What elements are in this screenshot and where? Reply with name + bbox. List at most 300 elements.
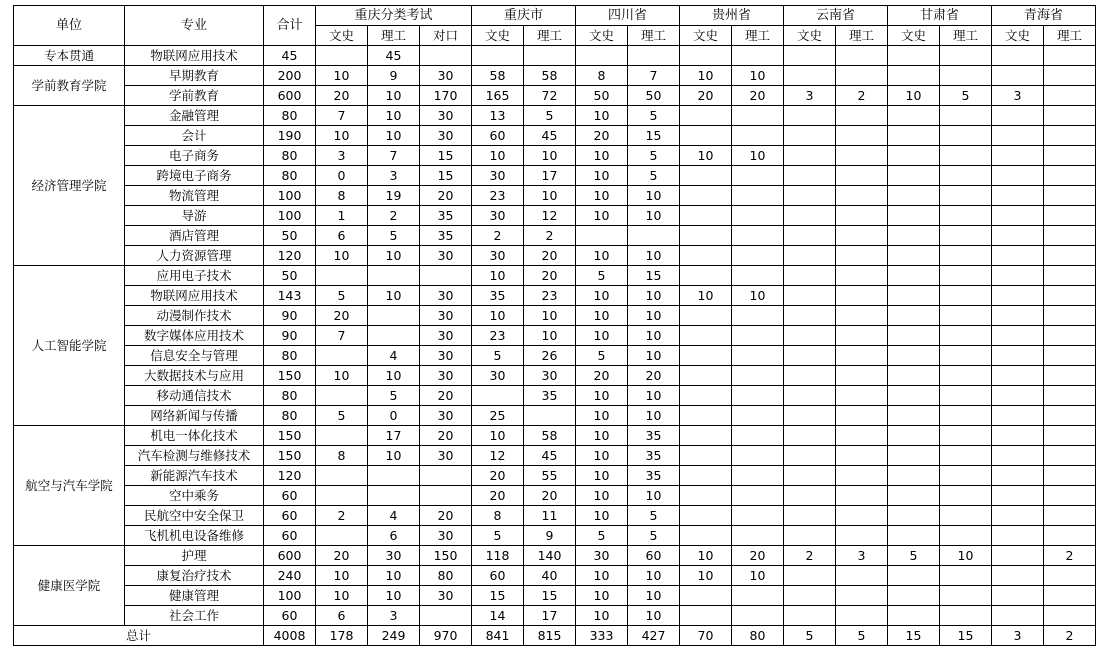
quota-cell [888,246,940,266]
major-cell: 机电一体化技术 [125,426,264,446]
quota-cell: 3 [836,546,888,566]
quota-cell: 10 [680,286,732,306]
quota-cell: 15 [420,166,472,186]
unit-cell: 人工智能学院 [14,266,125,426]
quota-cell: 30 [472,166,524,186]
quota-cell [836,586,888,606]
quota-cell: 30 [420,246,472,266]
quota-cell: 20 [420,386,472,406]
quota-cell: 45 [524,126,576,146]
quota-cell [836,366,888,386]
quota-cell [888,506,940,526]
quota-cell: 165 [472,86,524,106]
table-row [14,346,1096,366]
quota-cell [628,226,680,246]
quota-cell [680,246,732,266]
quota-cell [680,406,732,426]
quota-cell [836,386,888,406]
row-total-cell: 80 [264,406,316,426]
quota-cell: 15 [628,126,680,146]
quota-cell [316,266,368,286]
quota-cell: 30 [472,366,524,386]
header-group: 贵州省 [680,6,784,26]
quota-cell [992,526,1044,546]
quota-cell: 10 [472,426,524,446]
major-cell: 汽车检测与维修技术 [125,446,264,466]
quota-cell: 8 [472,506,524,526]
quota-cell [680,206,732,226]
quota-cell: 118 [472,546,524,566]
quota-cell [732,426,784,446]
quota-cell [836,346,888,366]
quota-cell: 20 [420,426,472,446]
quota-cell [836,566,888,586]
quota-cell [1044,466,1096,486]
quota-cell: 10 [628,606,680,626]
grand-total-cell: 2 [1044,626,1096,646]
quota-cell [732,486,784,506]
quota-cell: 10 [732,566,784,586]
quota-cell [940,406,992,426]
quota-cell: 20 [680,86,732,106]
quota-cell: 10 [628,586,680,606]
quota-cell: 10 [576,286,628,306]
quota-cell [888,306,940,326]
quota-cell: 30 [420,446,472,466]
quota-cell [888,346,940,366]
quota-cell: 5 [628,166,680,186]
quota-cell [940,166,992,186]
row-total-cell: 50 [264,226,316,246]
quota-cell [992,206,1044,226]
header-subject: 理工 [628,26,680,46]
quota-cell [992,66,1044,86]
quota-cell [888,126,940,146]
quota-cell [992,406,1044,426]
quota-cell [940,306,992,326]
row-total-cell: 120 [264,246,316,266]
quota-cell [836,46,888,66]
quota-cell: 10 [628,186,680,206]
quota-cell [784,426,836,446]
table-row [14,86,1096,106]
quota-cell: 15 [628,266,680,286]
quota-cell [888,286,940,306]
row-total-cell: 80 [264,346,316,366]
quota-cell: 5 [888,546,940,566]
quota-cell [784,46,836,66]
table-row [14,586,1096,606]
quota-cell: 10 [524,186,576,206]
quota-cell [992,306,1044,326]
quota-cell [680,46,732,66]
quota-cell [888,226,940,246]
quota-cell [888,446,940,466]
quota-cell: 4 [368,506,420,526]
quota-cell: 55 [524,466,576,486]
row-total-cell: 80 [264,106,316,126]
grand-total-cell: 815 [524,626,576,646]
quota-cell [732,466,784,486]
unit-cell: 经济管理学院 [14,106,125,266]
quota-cell [940,526,992,546]
quota-cell [992,546,1044,566]
quota-cell [316,386,368,406]
quota-cell [992,226,1044,246]
quota-cell [680,586,732,606]
quota-cell [1044,46,1096,66]
quota-cell [576,46,628,66]
major-cell: 物流管理 [125,186,264,206]
quota-cell: 3 [368,166,420,186]
quota-cell: 9 [368,66,420,86]
quota-cell [784,606,836,626]
quota-cell [420,46,472,66]
major-cell: 跨境电子商务 [125,166,264,186]
header-group: 重庆市 [472,6,576,26]
header-row-groups [14,6,1096,26]
quota-cell: 5 [576,266,628,286]
quota-cell: 5 [472,346,524,366]
quota-cell: 10 [576,466,628,486]
quota-cell [1044,206,1096,226]
quota-cell: 10 [316,566,368,586]
quota-cell: 10 [940,546,992,566]
header-subject: 文史 [680,26,732,46]
quota-cell [888,326,940,346]
quota-cell [680,166,732,186]
quota-cell [836,326,888,346]
major-cell: 大数据技术与应用 [125,366,264,386]
quota-cell [940,446,992,466]
quota-cell [784,526,836,546]
quota-cell [732,526,784,546]
quota-cell: 6 [316,226,368,246]
quota-cell: 4 [368,346,420,366]
quota-cell [888,586,940,606]
quota-cell: 10 [576,186,628,206]
row-total-cell: 90 [264,306,316,326]
quota-cell: 72 [524,86,576,106]
quota-cell [1044,446,1096,466]
quota-cell [940,266,992,286]
quota-cell: 35 [628,446,680,466]
header-group: 甘肃省 [888,6,992,26]
quota-cell [1044,606,1096,626]
quota-cell [524,406,576,426]
quota-cell: 10 [524,306,576,326]
quota-cell [940,66,992,86]
quota-cell [836,186,888,206]
quota-cell [784,286,836,306]
table-row [14,306,1096,326]
quota-cell [940,206,992,226]
quota-cell [836,426,888,446]
quota-cell [1044,306,1096,326]
quota-cell [784,326,836,346]
table-row [14,366,1096,386]
grand-total-cell: 80 [732,626,784,646]
quota-cell: 20 [576,366,628,386]
quota-cell: 58 [472,66,524,86]
quota-cell [732,446,784,466]
row-total-cell: 60 [264,606,316,626]
major-cell: 空中乘务 [125,486,264,506]
major-cell: 护理 [125,546,264,566]
quota-cell: 5 [524,106,576,126]
quota-cell [836,486,888,506]
header-subject: 理工 [1044,26,1096,46]
quota-cell: 12 [524,206,576,226]
row-total-cell: 50 [264,266,316,286]
quota-cell: 35 [420,206,472,226]
quota-cell [888,426,940,446]
quota-cell [1044,426,1096,446]
table-row [14,266,1096,286]
quota-cell: 17 [368,426,420,446]
quota-cell: 7 [316,326,368,346]
quota-cell: 30 [420,286,472,306]
row-total-cell: 60 [264,486,316,506]
major-cell: 应用电子技术 [125,266,264,286]
quota-cell: 60 [472,566,524,586]
header-subject: 对口 [420,26,472,46]
quota-cell: 30 [524,366,576,386]
quota-cell: 10 [576,306,628,326]
quota-cell: 7 [368,146,420,166]
table-row [14,506,1096,526]
quota-cell [732,586,784,606]
unit-cell: 航空与汽车学院 [14,426,125,546]
header-subject: 文史 [472,26,524,46]
quota-cell: 10 [680,146,732,166]
quota-cell: 8 [576,66,628,86]
header-subject: 文史 [784,26,836,46]
quota-cell: 30 [420,586,472,606]
quota-cell [1044,326,1096,346]
quota-cell [784,266,836,286]
table-row [14,326,1096,346]
row-total-cell: 600 [264,86,316,106]
table-row [14,186,1096,206]
quota-cell: 5 [368,226,420,246]
quota-cell: 10 [576,106,628,126]
quota-cell [368,306,420,326]
quota-cell [836,246,888,266]
quota-cell [940,346,992,366]
quota-cell: 140 [524,546,576,566]
quota-cell [680,506,732,526]
quota-cell: 10 [472,266,524,286]
quota-cell: 10 [368,246,420,266]
quota-cell [940,146,992,166]
quota-cell [888,406,940,426]
quota-cell: 10 [368,86,420,106]
quota-cell [732,166,784,186]
quota-cell [784,66,836,86]
unit-cell: 专本贯通 [14,46,125,66]
quota-cell [940,186,992,206]
quota-cell [680,186,732,206]
quota-cell [784,486,836,506]
quota-cell [992,46,1044,66]
quota-cell [732,386,784,406]
quota-cell [784,306,836,326]
quota-cell: 30 [472,206,524,226]
quota-cell: 3 [368,606,420,626]
quota-cell [940,506,992,526]
row-total-cell: 100 [264,586,316,606]
quota-cell: 10 [472,146,524,166]
quota-cell: 14 [472,606,524,626]
table-header [14,6,1096,46]
table-row [14,606,1096,626]
quota-cell: 10 [472,306,524,326]
quota-cell [316,526,368,546]
quota-cell [732,406,784,426]
quota-cell [836,606,888,626]
quota-cell [888,466,940,486]
quota-cell [888,386,940,406]
quota-cell: 26 [524,346,576,366]
quota-cell: 20 [576,126,628,146]
major-cell: 信息安全与管理 [125,346,264,366]
quota-cell [940,566,992,586]
major-cell: 社会工作 [125,606,264,626]
row-total-cell: 150 [264,366,316,386]
quota-cell: 8 [316,186,368,206]
quota-cell: 17 [524,166,576,186]
quota-cell [1044,366,1096,386]
quota-cell [680,226,732,246]
quota-cell [680,266,732,286]
quota-cell [316,426,368,446]
major-cell: 电子商务 [125,146,264,166]
grand-total-cell: 333 [576,626,628,646]
quota-cell [524,46,576,66]
enrollment-plan-table [13,5,1096,646]
quota-cell [784,386,836,406]
quota-cell: 10 [628,566,680,586]
quota-cell: 10 [732,66,784,86]
quota-cell: 6 [368,526,420,546]
quota-cell: 2 [836,86,888,106]
row-total-cell: 200 [264,66,316,86]
quota-cell [992,466,1044,486]
quota-cell: 2 [1044,546,1096,566]
quota-cell: 10 [576,246,628,266]
quota-cell: 35 [628,426,680,446]
quota-cell: 20 [420,506,472,526]
quota-cell: 5 [472,526,524,546]
quota-cell [940,46,992,66]
quota-cell: 10 [628,326,680,346]
header-subject: 文史 [316,26,368,46]
quota-cell: 10 [524,146,576,166]
quota-cell: 20 [524,246,576,266]
quota-cell: 30 [472,246,524,266]
quota-cell: 10 [576,606,628,626]
quota-cell [732,226,784,246]
quota-cell [368,486,420,506]
quota-cell [680,446,732,466]
quota-cell [992,166,1044,186]
header-group: 青海省 [992,6,1096,26]
quota-cell [784,146,836,166]
quota-cell [784,446,836,466]
quota-cell [836,446,888,466]
quota-cell: 30 [368,546,420,566]
quota-cell [576,226,628,246]
quota-cell [940,326,992,346]
table-row [14,106,1096,126]
quota-cell: 10 [576,486,628,506]
quota-cell [888,146,940,166]
quota-cell [1044,526,1096,546]
quota-cell [420,486,472,506]
table-row [14,566,1096,586]
quota-cell [680,126,732,146]
major-cell: 学前教育 [125,86,264,106]
header-subject: 理工 [732,26,784,46]
major-cell: 物联网应用技术 [125,46,264,66]
quota-cell: 7 [316,106,368,126]
quota-cell: 35 [420,226,472,246]
quota-cell: 10 [628,346,680,366]
quota-cell [784,206,836,226]
quota-cell [836,126,888,146]
quota-cell [1044,386,1096,406]
table-row [14,426,1096,446]
quota-cell: 3 [316,146,368,166]
quota-cell [992,146,1044,166]
grand-total-cell: 15 [888,626,940,646]
quota-cell [836,206,888,226]
quota-cell: 10 [316,586,368,606]
quota-cell [992,346,1044,366]
quota-cell [836,66,888,86]
quota-cell [992,386,1044,406]
quota-cell [992,326,1044,346]
quota-cell: 7 [628,66,680,86]
quota-cell: 20 [732,546,784,566]
quota-cell [888,486,940,506]
quota-cell [836,166,888,186]
grand-total-cell: 3 [992,626,1044,646]
quota-cell: 10 [316,126,368,146]
quota-cell: 2 [368,206,420,226]
quota-cell: 30 [576,546,628,566]
table-row [14,386,1096,406]
unit-cell: 学前教育学院 [14,66,125,106]
quota-cell: 35 [472,286,524,306]
row-total-cell: 150 [264,446,316,466]
quota-cell [992,606,1044,626]
table-row [14,66,1096,86]
quota-cell: 30 [420,346,472,366]
row-total-cell: 45 [264,46,316,66]
quota-cell: 10 [576,506,628,526]
quota-cell: 30 [420,106,472,126]
quota-cell: 5 [576,526,628,546]
major-cell: 酒店管理 [125,226,264,246]
row-total-cell: 90 [264,326,316,346]
quota-cell [784,406,836,426]
quota-cell [784,566,836,586]
row-total-cell: 143 [264,286,316,306]
quota-cell: 0 [368,406,420,426]
quota-cell [732,346,784,366]
